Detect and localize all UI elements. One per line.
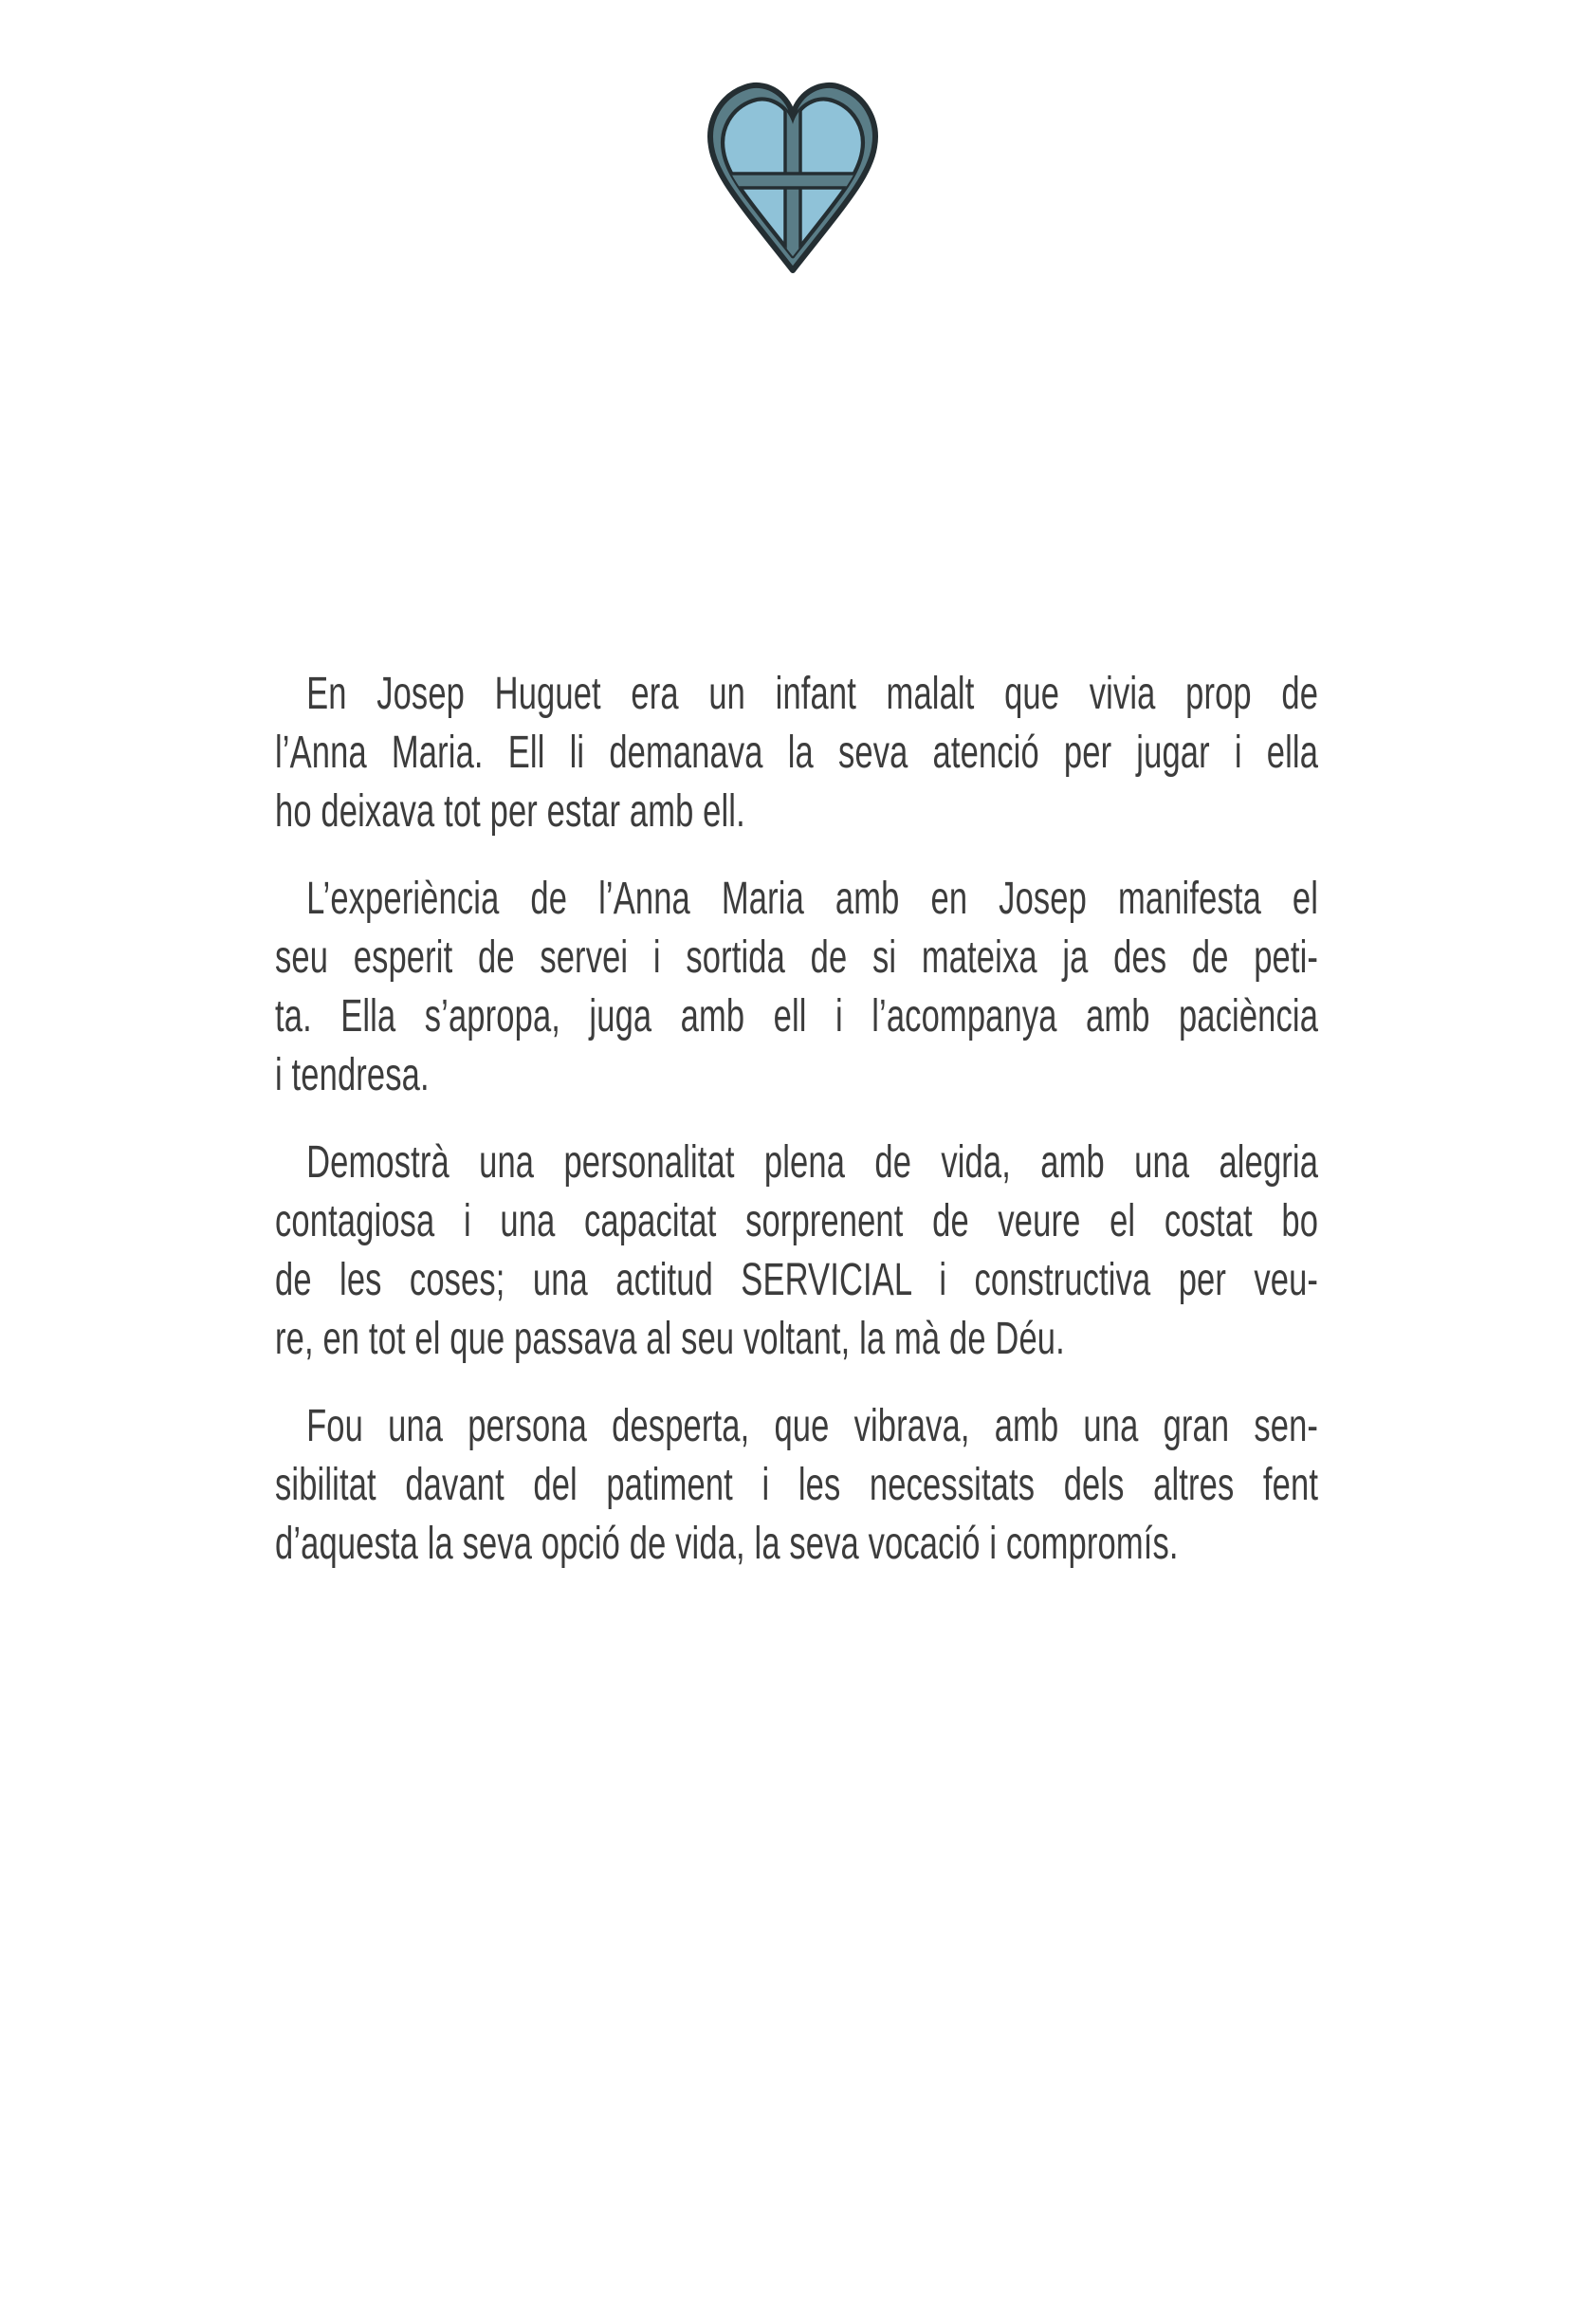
- text-line: L’experiència de l’Anna Maria amb en Josep manifesta el: [306, 874, 1319, 924]
- text-line: ho deixava tot per estar amb ell.: [275, 786, 745, 837]
- body-text: [275, 665, 1318, 1602]
- text-line: En Josep Huguet era un infant malalt que vivia prop de: [306, 669, 1319, 719]
- text-line: d’aquesta la seva opció de vida, la seva vocació i compromís.: [275, 1519, 1179, 1569]
- text-line: sibilitat davant del patiment i les necessitats dels altres fent: [275, 1460, 1319, 1510]
- text-line: seu esperit de servei i sortida de si mateixa ja des de peti-: [275, 932, 1319, 983]
- text-line: de les coses; una actitud SERVICIAL i constructiva per veu-: [275, 1255, 1319, 1305]
- heart-window-svg: [703, 79, 883, 276]
- text-line: i tendresa.: [275, 1050, 430, 1100]
- text-line: contagiosa i una capacitat sorprenent de veure el costat bo: [275, 1196, 1319, 1246]
- paragraph: [275, 1397, 1318, 1574]
- text-line: Demostrà una personalitat plena de vida, amb una alegria: [306, 1137, 1319, 1188]
- text-line: re, en tot el que passava al seu voltant, la mà de Déu.: [275, 1314, 1065, 1364]
- paragraph: [275, 870, 1318, 1105]
- paragraph: [275, 1134, 1318, 1369]
- text-line: Fou una persona desperta, que vibrava, amb una gran sen-: [306, 1401, 1319, 1451]
- paragraph: [275, 665, 1318, 841]
- text-line: ta. Ella s’apropa, juga amb ell i l’acompanya amb paciència: [275, 991, 1319, 1042]
- text-line: l’Anna Maria. Ell li demanava la seva atenció per jugar i ella: [275, 728, 1319, 778]
- heart-window-icon: [703, 79, 883, 276]
